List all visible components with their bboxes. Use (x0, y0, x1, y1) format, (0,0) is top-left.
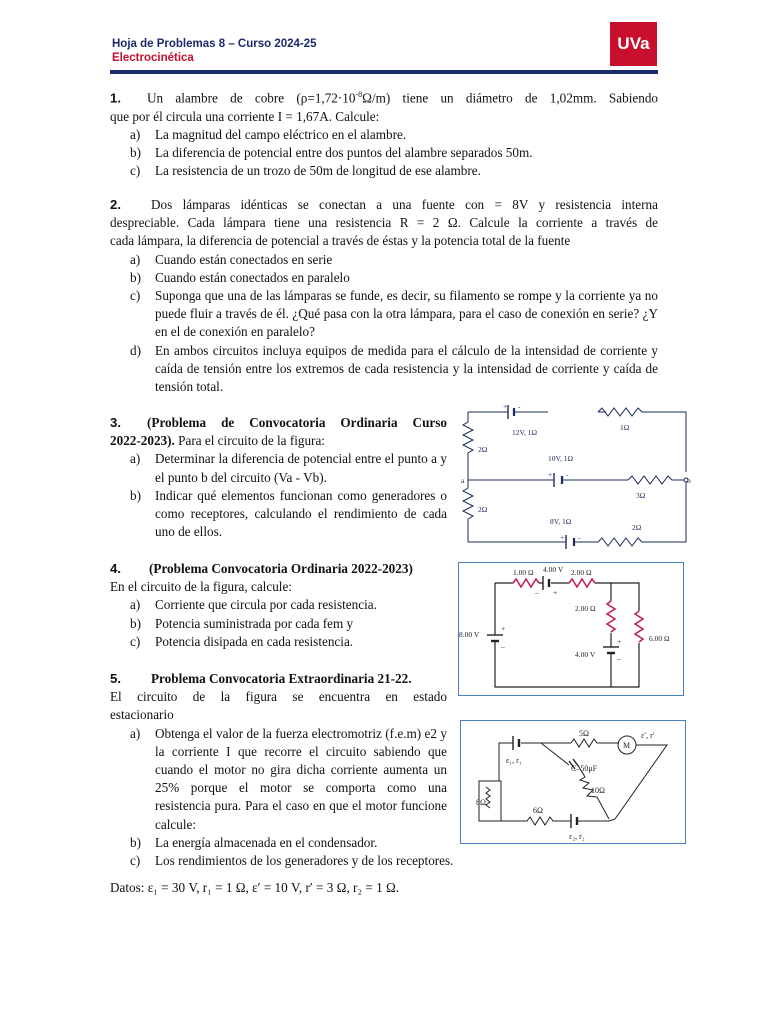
problem-4-items (110, 596, 447, 651)
problem-4-heading: 4. (Problema Convocatoria Ordinaria 2022-2023) (110, 561, 413, 576)
fig5-resistor-8-label: 8Ω (476, 798, 486, 807)
problem-2-number: 2. (110, 197, 121, 212)
list-item: b) La diferencia de potencial entre dos puntos del alambre separados 50m. (130, 145, 533, 160)
fig3-node-a: a (461, 476, 465, 485)
fig3-minus-mid: - (566, 470, 569, 479)
header-divider (110, 70, 658, 74)
problem-2-items (110, 251, 658, 397)
fig5-motor-emf-label: ε′, r′ (641, 731, 655, 740)
list-item: d) En ambos circuitos incluya equipos de medida para el cálculo de la intensidad de corriente y caída de tensión entre los extremos de cada resistencia y la intensidad de corriente y caída de tensión total. (130, 342, 658, 395)
problem-1-exponent: -8 (355, 90, 363, 99)
list-item: b) Potencia suministrada por cada fem y (130, 615, 354, 631)
fig5-capacitor-label: C–50μF (571, 764, 598, 773)
list-item: a) Cuando están conectados en serie (130, 251, 333, 267)
fig4-minus-mid: – (617, 654, 621, 663)
problem-5-line-2: estacionario (110, 707, 174, 723)
fig4-plus-mid: + (617, 637, 622, 646)
circuit-figure-3 (458, 400, 694, 552)
fig4-minus-top: – (535, 588, 539, 597)
problem-5-heading: 5. Problema Convocatoria Extraordinaria 21-22. (110, 671, 412, 686)
fig4-source-mid-label: 4.00 V (575, 650, 596, 659)
problem-2-line-1: 2. Dos lámparas idénticas se conectan a una fuente con = 8V y resistencia interna (110, 197, 658, 212)
fig3-mid-source-label: 10V, 1Ω (548, 454, 574, 463)
fig3-mid-resistor-label: 3Ω (636, 491, 646, 500)
fig4-resistor-top-left-label: 1.00 Ω (513, 568, 534, 577)
fig4-resistor-top-right-label: 2.00 Ω (571, 568, 592, 577)
list-item: a) La magnitud del campo eléctrico en el alambre. (130, 126, 407, 142)
fig5-motor-label: M (623, 741, 631, 750)
list-item: c) Los rendimientos de los generadores y de los receptores. (130, 853, 454, 869)
fig4-source-top-label: 4.00 V (543, 565, 564, 574)
problem-2-line-3: cada lámpara, la diferencia de potencial a través de éstas y la potencia total de la fuente (110, 233, 571, 249)
fig3-bottom-source-label: 8V, 1Ω (550, 517, 572, 526)
problem-1-statement-2: que por él circula una corriente I = 1,67A. Calcule: (110, 108, 380, 124)
problem-1-text-a: Un alambre de cobre (ρ=1,72·10 (147, 90, 356, 106)
problem-1-items (110, 126, 658, 181)
fig5-source-1-label: ε₁, r₁ (506, 756, 522, 765)
problem-5 (110, 670, 447, 834)
fig5-resistor-10-label: 10Ω (591, 786, 605, 795)
fig3-bottom-resistor-label: 2Ω (632, 523, 642, 532)
fig3-minus-top: - (518, 402, 521, 411)
list-item: b) Cuando están conectados en paralelo (130, 269, 350, 285)
fig3-top-resistor-label: 1Ω (620, 423, 630, 432)
list-item: c) Suponga que una de las lámparas se funde, es decir, su filamento se rompe y la corriente ya no puede fluir a través de él. ¿Qué pasa con la otra lámpara, para el caso de conexión en serie? ¿Y en el de conexión en paralelo? (130, 288, 658, 340)
problem-1-text-b: Ω/m) tiene un diámetro de 1,02mm. Sabiendo (362, 90, 659, 106)
fig3-minus-bottom: - (578, 533, 581, 542)
fig3-plus-top: + (503, 402, 508, 411)
fig5-resistor-5-label: 5Ω (579, 729, 589, 738)
problem-3-number: 3. (110, 415, 121, 430)
circuit-figure-4 (458, 562, 684, 696)
problem-5-items-a (110, 725, 447, 834)
fig3-plus-bottom: + (560, 533, 565, 542)
fig5-source-2-label: ε₂, r₂ (569, 832, 585, 841)
list-item: b) Indicar qué elementos funcionan como generadores o como receptores, calculando el rendimiento de cada uno de ellos. (130, 487, 447, 540)
list-item: c) Potencia disipada en cada resistencia. (130, 633, 354, 649)
problem-1-number: 1. (110, 90, 121, 106)
problem-5-line-1: El circuito de la figura se encuentra en estado (110, 689, 447, 705)
fig3-plus-mid: + (548, 470, 553, 479)
fig4-plus-top: + (553, 588, 558, 597)
problem-3 (110, 414, 447, 541)
problem-2 (110, 196, 658, 396)
fig3-left-top-resistor-label: 2Ω (478, 445, 488, 454)
sheet-title: Hoja de Problemas 8 – Curso 2024-25 (112, 38, 317, 50)
list-item: a) Obtenga el valor de la fuerza electromotriz (f.e.m) e2 y la corriente I que recorre el circuito sabiendo que cuando el motor no gira dicha corriente aumenta un 25% porque el motor se comporta como una resistencia pura. Para el caso en que el motor funcione calcule: (130, 725, 447, 832)
fig5-resistor-6-label: 6Ω (533, 806, 543, 815)
problem-2-line-2: despreciable. Cada lámpara tiene una resistencia R = 2 Ω. Calcule la corriente a través de (110, 215, 658, 231)
problem-3-heading-2: 2022-2023). Para el circuito de la figura: (110, 433, 325, 449)
uva-logo: UVa (610, 22, 657, 66)
fig3-node-b: b (687, 476, 691, 485)
list-item: c) La resistencia de un trozo de 50m de longitud de ese alambre. (130, 163, 481, 179)
problem-1 (110, 86, 658, 180)
fig4-minus-left: – (501, 642, 505, 651)
problem-4 (110, 560, 447, 651)
fig4-resistor-mid-label: 2.00 Ω (575, 604, 596, 613)
problem-5-number: 5. (110, 671, 121, 686)
fig4-resistor-right-label: 6.00 Ω (649, 634, 670, 643)
list-item: a) Determinar la diferencia de potencial entre el punto a y el punto b del circuito (Va - Vb). (130, 451, 447, 485)
fig4-source-left-label: 8.00 V (459, 630, 480, 639)
document-header (112, 37, 317, 65)
problem-3-items (110, 450, 447, 541)
list-item: b) La energía almacenada en el condensador. (130, 835, 378, 850)
sheet-subtitle: Electrocinética (112, 52, 194, 64)
circuit-figure-5 (460, 720, 686, 844)
problem-3-heading: 3. (Problema de Convocatoria Ordinaria Curso (110, 415, 447, 430)
fig3-left-bottom-resistor-label: 2Ω (478, 505, 488, 514)
fig4-plus-left: + (501, 624, 506, 633)
problem-4-intro: En el circuito de la figura, calcule: (110, 579, 292, 595)
list-item: a) Corriente que circula por cada resistencia. (130, 597, 377, 613)
fig3-top-source-label: 12V, 1Ω (512, 428, 538, 437)
problem-4-number: 4. (110, 561, 121, 576)
problem-1-statement (110, 86, 658, 108)
problem-5-data: Datos: ε₁ = 30 V, r₁ = 1 Ω, ε′ = 10 V, r′ = 3 Ω, r₂ = 1 Ω. (110, 880, 400, 896)
